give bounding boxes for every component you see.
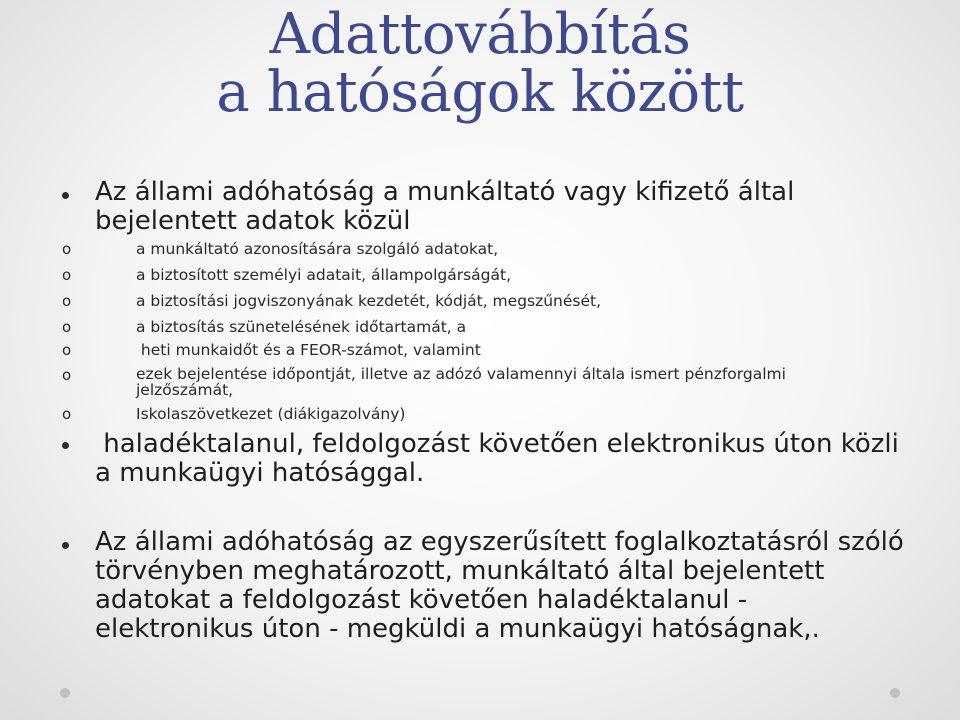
sub-item-text: a munkáltató azonosítására szolgáló adatokat, — [136, 240, 499, 258]
sub-bullet-marker: o — [62, 366, 72, 384]
sub-item-text: a biztosított személyi adatait, állampolgárságát, — [136, 266, 511, 284]
bullet-text-1: Az állami adóhatóság a munkáltató vagy kifizető által bejelentett adatok közül — [95, 177, 795, 236]
sub-bullet-marker: o — [62, 240, 72, 258]
sub-bullet-marker: o — [62, 292, 72, 310]
sub-item-text: ezek bejelentése időpontját, illetve az adózó valamennyi általa ismert pénzforgalmi jelzőszámát, — [136, 365, 786, 399]
bullet-dot — [62, 192, 69, 199]
title-line-2: a hatóságok között — [216, 60, 744, 125]
corner-decoration-dot — [890, 688, 900, 698]
sub-bullet-marker: o — [62, 405, 72, 423]
sub-item-text: a biztosítás szünetelésének időtartamát, a — [136, 318, 467, 336]
bullet-dot — [62, 542, 69, 549]
sub-item-text: heti munkaidőt és a FEOR-számot, valamint — [136, 341, 481, 359]
sub-item-text: Iskolaszövetkezet (diákigazolvány) — [136, 405, 406, 423]
sub-bullet-marker: o — [62, 318, 72, 336]
sub-bullet-marker: o — [62, 341, 72, 359]
bullet-dot — [62, 442, 69, 449]
sub-item-text: a biztosítási jogviszonyának kezdetét, kódját, megszűnését, — [136, 292, 602, 310]
sub-bullet-marker: o — [62, 266, 72, 284]
bullet-text-3: Az állami adóhatóság az egyszerűsített foglalkoztatásról szóló törvényben meghatározott, munkáltató által bejelentett adatokat a feldolgozást követően haladéktalanul - elektronikus úton - megküldi a munkaügyi hatóságnak,. — [95, 527, 904, 644]
bullet-text-2: haladéktalanul, feldolgozást követően elektronikus úton közli a munkaügyi hatósággal. — [95, 429, 908, 488]
title-line-1: Adattovábbítás — [269, 2, 691, 67]
corner-decoration-dot — [60, 688, 70, 698]
